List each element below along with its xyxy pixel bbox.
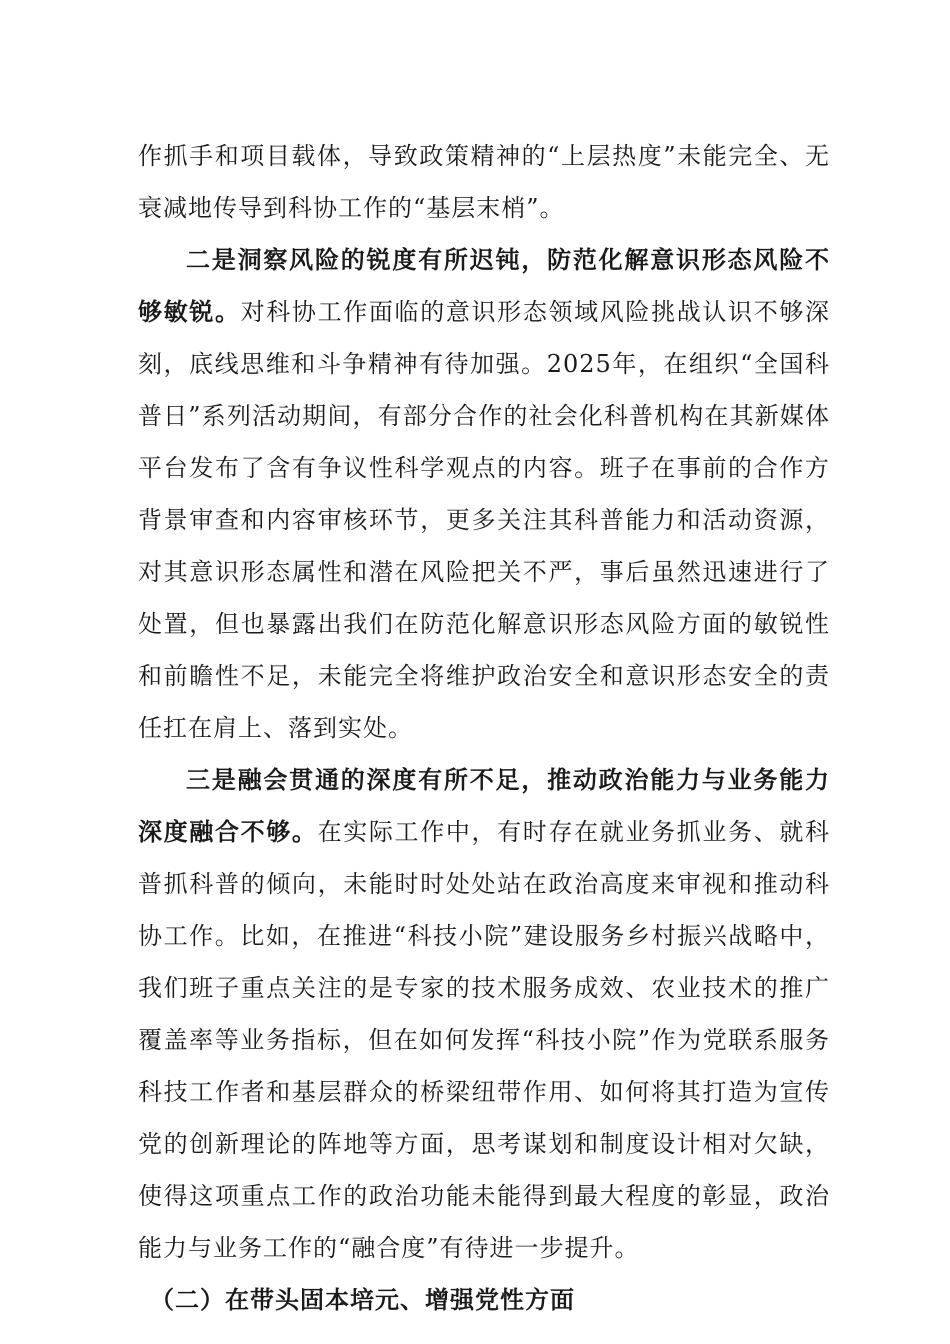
point3-lead: 三是融会贯通的深度有所不足，推动政治能力与业务能力深度融合不够。 xyxy=(138,765,830,846)
document-body xyxy=(138,130,830,1326)
point3-paragraph xyxy=(138,754,830,1274)
continuation-paragraph xyxy=(138,130,830,234)
point3-body: 在实际工作中，有时存在就业务抓业务、就科普抓科普的倾向，未能时时处处站在政治高度来审视和推动科协工作。比如，在推进“科技小院”建设服务乡村振兴战略中，我们班子重点关注的是专家的技术服务成效、农业技术的推广覆盖率等业务指标，但在如何发挥“科技小院”作为党联系服务科技工作者和基层群众的桥梁纽带作用、如何将其打造为宣传党的创新理论的阵地等方面，思考谋划和制度设计相对欠缺，使得这项重点工作的政治功能未能得到最大程度的彰显，政治能力与业务工作的“融合度”有待进一步提升。 xyxy=(138,818,830,1262)
point2-body: 对科协工作面临的意识形态领域风险挑战认识不够深刻，底线思维和斗争精神有待加强。2025年，在组织“全国科普日”系列活动期间，有部分合作的社会化科普机构在其新媒体平台发布了含有争议性科学观点的内容。班子在事前的合作方背景审查和内容审核环节，更多关注其科普能力和活动资源，对其意识形态属性和潜在风险把关不严，事后虽然迅速进行了处置，但也暴露出我们在防范化解意识形态风险方面的敏锐性和前瞻性不足，未能完全将维护政治安全和意识形态安全的责任扛在肩上、落到实处。 xyxy=(138,298,831,742)
continuation-text: 作抓手和项目载体，导致政策精神的“上层热度”未能完全、无衰减地传导到科协工作的“基层末梢”。 xyxy=(138,142,830,222)
section-heading: （二）在带头固本培元、增强党性方面 xyxy=(150,1285,575,1314)
point2-lead: 二是洞察风险的锐度有所迟钝，防范化解意识形态风险不够敏锐。 xyxy=(138,245,830,326)
point2-paragraph xyxy=(138,234,830,754)
